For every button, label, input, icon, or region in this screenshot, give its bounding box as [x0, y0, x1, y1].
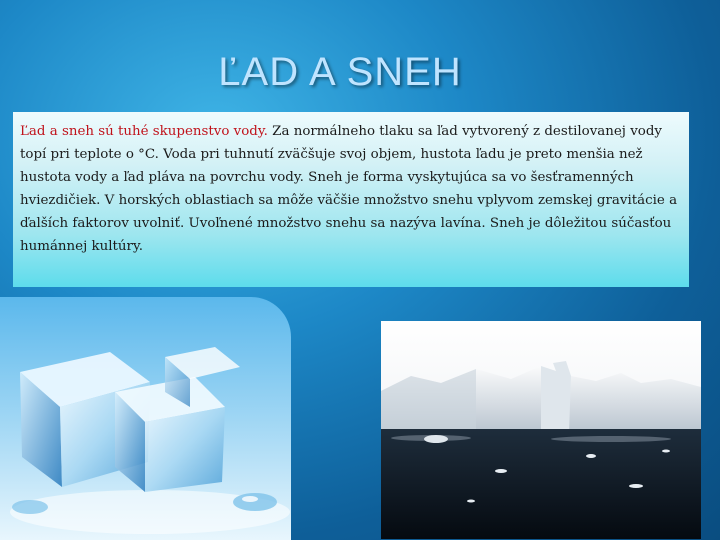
iceberg-image — [381, 321, 701, 539]
paragraph-body: Za normálneho tlaku sa ľad vytvorený z destilovanej vody topí pri teplote o °C. Voda pri tuhnutí zväčšuje svoj objem, hustota ľadu je preto menšia než hustota vody a ľad pláva na povrchu vody. Sneh je forma vyskytujúca sa vo šesťramenných hviezdičiek. V horských oblastiach sa môže väčšie množstvo snehu vplyvom zemskej gravitácie a ďalších faktorov uvolniť. Uvoľnené množstvo snehu sa nazýva lavína. Sneh je dôležitou súčasťou humánnej kultúry. — [20, 124, 678, 254]
slide-title: ĽAD A SNEH — [218, 50, 462, 94]
text-box — [13, 112, 689, 287]
ice-cubes-illustration — [0, 297, 291, 540]
paragraph-lead: Ľad a sneh sú tuhé skupenstvo vody. — [20, 124, 268, 139]
ice-cubes-image — [0, 297, 291, 540]
iceberg-illustration — [381, 321, 701, 539]
